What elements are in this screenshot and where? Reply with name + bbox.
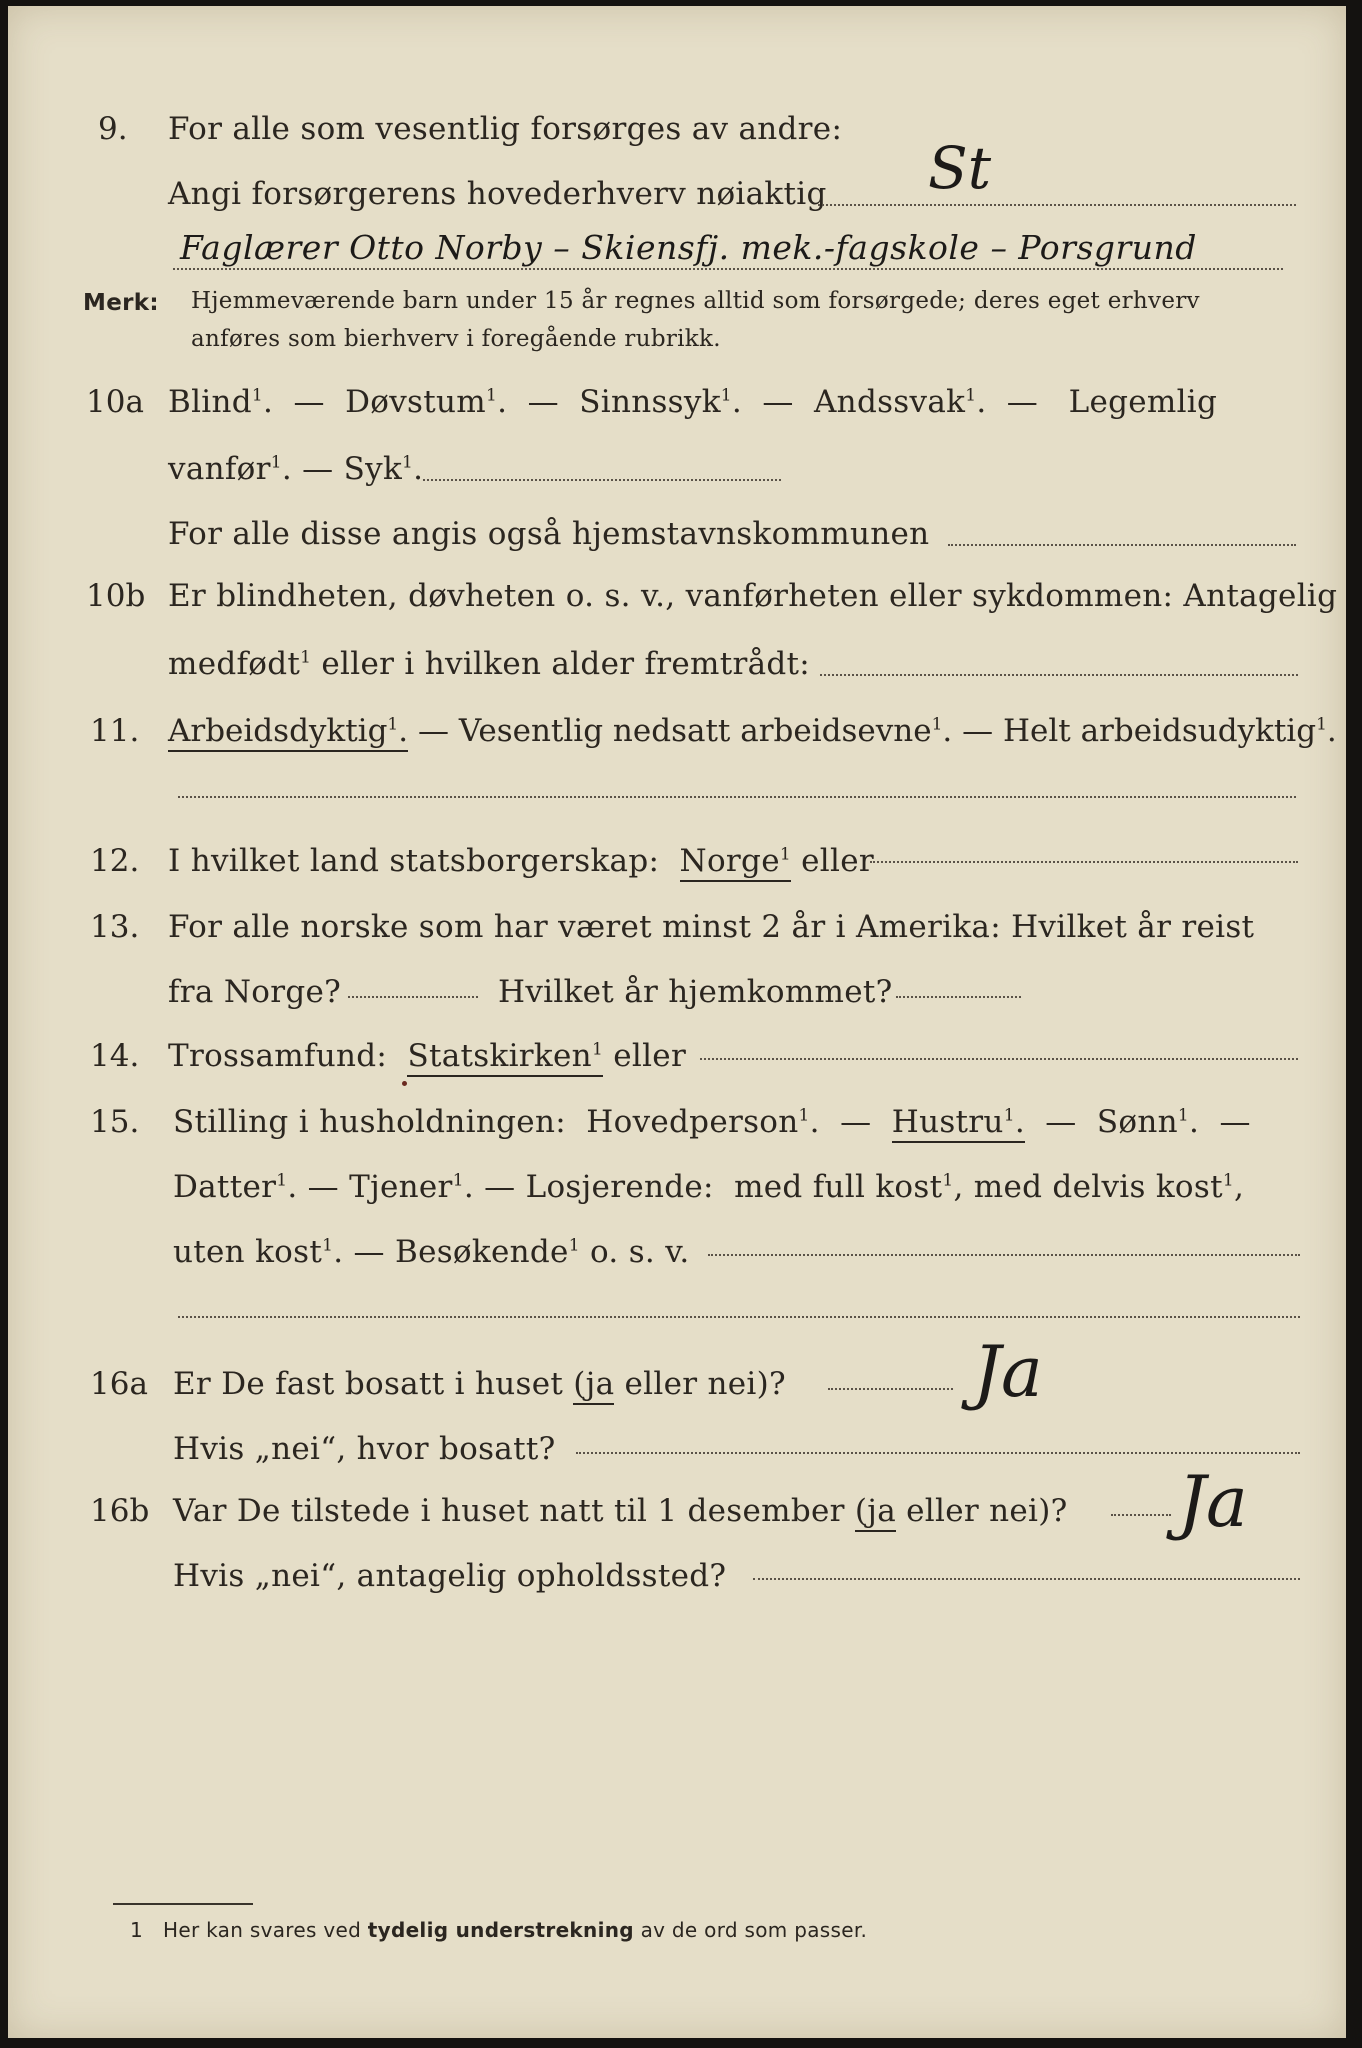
- q14-line: Trossamfund: Statskirken$^1$ eller: [168, 1038, 686, 1074]
- q12-number: 12.: [90, 843, 140, 879]
- q9-answer-line-2: [173, 268, 1283, 270]
- q9-answer-line: [818, 204, 1296, 206]
- q15-line1: Stilling i husholdningen: Hovedperson$^1$. — Hustru$^1$. — Sønn$^1$. —: [173, 1104, 1251, 1140]
- q16a-answer-line: [828, 1388, 953, 1390]
- q16b-line1: Var De tilstede i huset natt til 1 desember (ja eller nei)?: [173, 1493, 1068, 1529]
- merk-label: Merk:: [83, 290, 159, 316]
- q13-reist-line: [348, 996, 478, 998]
- q10a-line3: For alle disse angis også hjemstavnskommunen: [168, 516, 930, 552]
- q13-fra: fra Norge?: [168, 974, 342, 1010]
- merk-line1: Hjemmeværende barn under 15 år regnes alltid som forsørgede; deres eget erhverv: [191, 288, 1200, 314]
- q9-number: 9.: [98, 111, 128, 147]
- footnote: 1 Her kan svares ved tydelig understrekning av de ord som passer.: [130, 1918, 868, 1942]
- q10b-number: 10b: [86, 578, 146, 614]
- q10a-syk-line: [423, 479, 781, 481]
- q9-line2: Angi forsørgerens hovederhverv nøiaktig: [168, 176, 827, 212]
- q16b-line2: Hvis „nei“, antagelig opholdssted?: [173, 1558, 727, 1594]
- q13-line1: For alle norske som har været minst 2 år i Amerika: Hvilket år reist: [168, 909, 1255, 945]
- q14-number: 14.: [90, 1038, 140, 1074]
- q15-number: 15.: [90, 1104, 140, 1140]
- q11-extra-line: [178, 796, 1296, 798]
- q11-line: Arbeidsdyktig$^1$. — Vesentlig nedsatt arbeidsevne$^1$. — Helt arbeidsudyktig$^1$.: [168, 713, 1337, 749]
- q15-extra-line: [178, 1316, 1300, 1318]
- q9-handwritten-answer: Faglærer Otto Norby – Skiensfj. mek.-fagskole – Porsgrund: [180, 228, 1197, 267]
- q13-hjemkommet: Hvilket år hjemkommet?: [498, 974, 893, 1010]
- q15-line2: Datter$^1$. — Tjener$^1$. — Losjerende: med full kost$^1$, med delvis kost$^1$,: [173, 1169, 1245, 1205]
- q11-number: 11.: [90, 713, 140, 749]
- q15-osv-line: [708, 1254, 1300, 1256]
- q10a-number: 10a: [86, 384, 144, 420]
- q16b-opholdssted-line: [753, 1578, 1300, 1580]
- q10b-alder-line: [820, 674, 1298, 676]
- q15-line3: uten kost$^1$. — Besøkende$^1$ o. s. v.: [173, 1234, 690, 1270]
- q16b-handwritten-answer: Ja: [1178, 1461, 1248, 1543]
- q14-eller-line: [700, 1058, 1298, 1060]
- q10b-line2: medfødt$^1$ eller i hvilken alder fremtrådt:: [168, 646, 811, 682]
- q13-hjemkommet-line: [896, 996, 1021, 998]
- q9-line1: For alle som vesentlig forsørges av andre:: [168, 111, 843, 147]
- q10a-line2: vanfør$^1$. — Syk$^1$.: [168, 451, 424, 487]
- q16a-number: 16a: [90, 1366, 148, 1402]
- q12-eller-line: [870, 861, 1298, 863]
- q12-line: I hvilket land statsborgerskap: Norge$^1$ eller: [168, 843, 874, 879]
- q16a-bosatt-line: [576, 1452, 1300, 1454]
- q16b-answer-line: [1111, 1514, 1171, 1516]
- q16b-number: 16b: [90, 1493, 150, 1529]
- q16a-handwritten-answer: Ja: [973, 1331, 1043, 1413]
- ink-spot: [402, 1081, 407, 1086]
- footnote-rule: [113, 1903, 253, 1905]
- q16a-line2: Hvis „nei“, hvor bosatt?: [173, 1431, 556, 1467]
- q10b-line1: Er blindheten, døvheten o. s. v., vanførheten eller sykdommen: Antagelig: [168, 578, 1338, 614]
- q13-number: 13.: [90, 909, 140, 945]
- merk-line2: anføres som bierhverv i foregående rubrikk.: [191, 326, 721, 352]
- q16a-line1: Er De fast bosatt i huset (ja eller nei)?: [173, 1366, 786, 1402]
- q10a-kommune-line: [948, 544, 1296, 546]
- census-form-page: [8, 6, 1346, 2038]
- q10a-line1: Blind$^1$. — Døvstum$^1$. — Sinnssyk$^1$. — Andssvak$^1$. — Legemlig: [168, 384, 1218, 420]
- q9-handwritten-mark: St: [928, 134, 992, 202]
